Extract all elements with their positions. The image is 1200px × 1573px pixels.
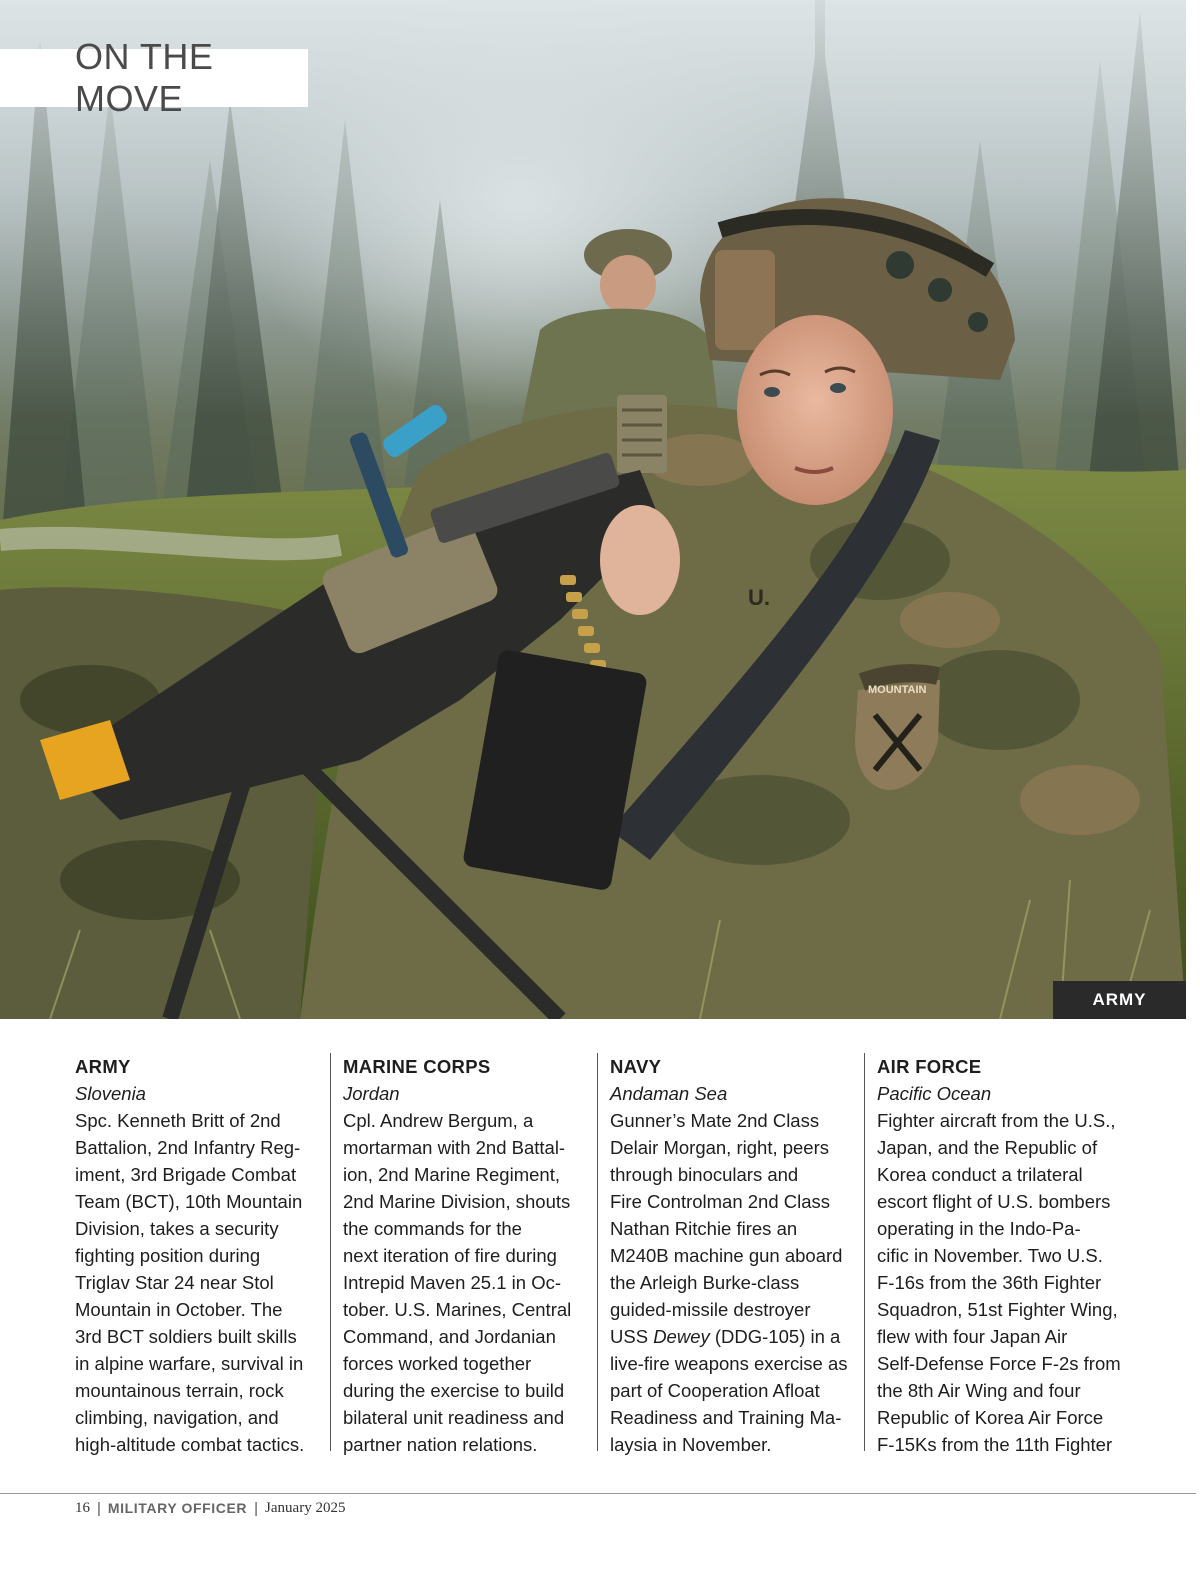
- caption-line: Self-Defense Force F-2s from: [877, 1353, 1121, 1374]
- caption-line: Nathan Ritchie fires an: [610, 1218, 798, 1239]
- caption-line: part of Cooperation Afloat: [610, 1380, 820, 1401]
- footer-rule: [0, 1493, 1196, 1494]
- caption-line: Triglav Star 24 near Stol: [75, 1272, 274, 1293]
- captions: [75, 1053, 1135, 1453]
- page-number: 16: [75, 1499, 90, 1516]
- caption-line: next iteration of fire during: [343, 1245, 557, 1266]
- caption-branch: NAVY: [610, 1056, 662, 1077]
- caption-air-force: [864, 1053, 1126, 1455]
- caption-line: laysia in November.: [610, 1434, 772, 1455]
- caption-line: climbing, navigation, and: [75, 1407, 279, 1428]
- caption-line: Battalion, 2nd Infantry Reg-: [75, 1137, 301, 1158]
- caption-line: in alpine warfare, survival in: [75, 1353, 304, 1374]
- section-title: ON THE MOVE: [75, 36, 214, 119]
- caption-line: fighting position during: [75, 1245, 261, 1266]
- caption-line: during the exercise to build: [343, 1380, 565, 1401]
- caption-line: Squadron, 51st Fighter Wing,: [877, 1299, 1118, 1320]
- caption-line: Fire Controlman 2nd Class: [610, 1191, 831, 1212]
- page-footer: [75, 1498, 345, 1518]
- uniform-tape-text: U.: [748, 585, 770, 610]
- caption-line: Fighter aircraft from the U.S.,: [877, 1110, 1116, 1131]
- magazine-name: MILITARY OFFICER: [107, 1500, 248, 1516]
- caption-line: ion, 2nd Marine Regiment,: [343, 1164, 560, 1185]
- section-tag: [0, 36, 308, 119]
- caption-line: Delair Morgan, right, peers: [610, 1137, 830, 1158]
- caption-line: high-altitude combat tactics.: [75, 1434, 305, 1455]
- caption-location: Pacific Ocean: [877, 1083, 992, 1104]
- caption-marine-corps: [330, 1053, 592, 1455]
- caption-line: Team (BCT), 10th Mountain: [75, 1191, 303, 1212]
- caption-line: flew with four Japan Air: [877, 1326, 1068, 1347]
- caption-line: guided-missile destroyer: [610, 1299, 811, 1320]
- caption-location: Slovenia: [75, 1083, 146, 1104]
- caption-line-ship: [610, 1323, 859, 1350]
- caption-line: operating in the Indo-Pa-: [877, 1218, 1081, 1239]
- caption-line: Intrepid Maven 25.1 in Oc-: [343, 1272, 561, 1293]
- caption-line: Korea conduct a trilateral: [877, 1164, 1083, 1185]
- caption-text: USS: [610, 1326, 654, 1347]
- caption-line: the Arleigh Burke-class: [610, 1272, 800, 1293]
- caption-text: (DDG-105) in a: [709, 1326, 841, 1347]
- caption-line: the 8th Air Wing and four: [877, 1380, 1081, 1401]
- caption-line: Division, takes a security: [75, 1218, 279, 1239]
- caption-line: F-16s from the 36th Fighter: [877, 1272, 1102, 1293]
- caption-line: F-15Ks from the 11th Fighter: [877, 1434, 1113, 1455]
- caption-line: Japan, and the Republic of: [877, 1137, 1098, 1158]
- caption-line: Mountain in October. The: [75, 1299, 283, 1320]
- footer-separator: |: [97, 1499, 101, 1517]
- caption-army: [75, 1053, 325, 1455]
- photo-credit: [1053, 981, 1186, 1019]
- caption-line: bilateral unit readiness and: [343, 1407, 565, 1428]
- caption-line: cific in November. Two U.S.: [877, 1245, 1103, 1266]
- caption-line: mountainous terrain, rock: [75, 1380, 284, 1401]
- issue-date: January 2025: [265, 1499, 346, 1516]
- caption-line: tober. U.S. Marines, Central: [343, 1299, 572, 1320]
- caption-line: through binoculars and: [610, 1164, 799, 1185]
- caption-line: mortarman with 2nd Battal-: [343, 1137, 566, 1158]
- caption-line: partner nation relations.: [343, 1434, 538, 1455]
- ship-name: Dewey: [653, 1326, 710, 1347]
- caption-line: Republic of Korea Air Force: [877, 1407, 1104, 1428]
- mountain-patch-text: MOUNTAIN: [868, 684, 927, 696]
- footer-separator: |: [254, 1499, 259, 1517]
- caption-line: Spc. Kenneth Britt of 2nd: [75, 1110, 281, 1131]
- caption-line: live-fire weapons exercise as: [610, 1353, 848, 1374]
- caption-line: M240B machine gun aboard: [610, 1245, 843, 1266]
- caption-branch: ARMY: [75, 1056, 131, 1077]
- caption-location: Jordan: [343, 1083, 400, 1104]
- caption-line: Command, and Jordanian: [343, 1326, 556, 1347]
- caption-line: Gunner’s Mate 2nd Class: [610, 1110, 820, 1131]
- caption-branch: MARINE CORPS: [343, 1056, 491, 1077]
- caption-line: forces worked together: [343, 1353, 532, 1374]
- caption-navy: [597, 1053, 859, 1455]
- caption-line: 2nd Marine Division, shouts: [343, 1191, 571, 1212]
- caption-line: escort flight of U.S. bombers: [877, 1191, 1111, 1212]
- caption-line: 3rd BCT soldiers built skills: [75, 1326, 297, 1347]
- caption-branch: AIR FORCE: [877, 1056, 982, 1077]
- caption-location: Andaman Sea: [610, 1083, 728, 1104]
- caption-line: Readiness and Training Ma-: [610, 1407, 842, 1428]
- caption-line: Cpl. Andrew Bergum, a: [343, 1110, 534, 1131]
- caption-line: iment, 3rd Brigade Combat: [75, 1164, 297, 1185]
- photo-credit-label: ARMY: [1092, 990, 1147, 1009]
- caption-line: the commands for the: [343, 1218, 522, 1239]
